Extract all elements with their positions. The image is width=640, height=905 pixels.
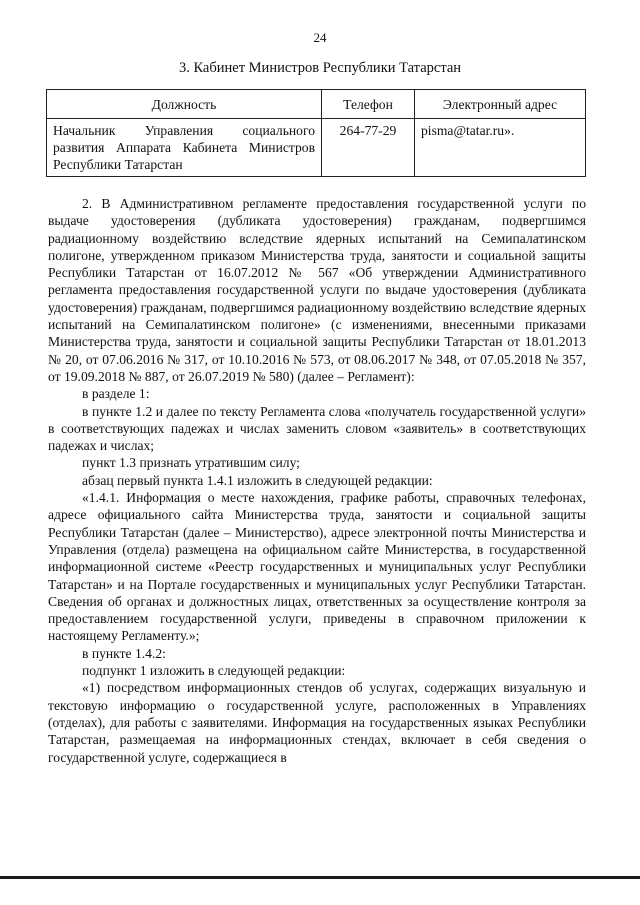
paragraph: «1) посредством информационных стендов об услугах, содержащих визуальную и текстовую информацию о государственной услуге, расположенных в Управлениях (отделах), для работы с заявителями. Информация на государственных языках Республики Татарстан, размещаемая на информационных стендах, включает в себя сведения о государственной услуге, содержащиеся в (48, 680, 586, 765)
table-header-row (47, 90, 586, 119)
paragraph: абзац первый пункта 1.4.1 изложить в следующей редакции: (82, 472, 433, 488)
body-text (48, 195, 586, 766)
contacts-table (46, 89, 586, 177)
paragraph: «1.4.1. Информация о месте нахождения, графике работы, справочных телефонах, адресе официального сайта Министерства труда, занятости и социальной защиты Республики Татарстан (далее – Министерство), адресе электронной почты Министерства и Управления (отдела) размещена на официальном сайте Министерства, в государственной информационной системе «Реестр государственных и муниципальных услуг Республики Татарстан» и на Портале государственных и муниципальных услуг Республики Татарстан. Сведения об органах и должностных лицах, ответственных за осуществление контроля за предоставлением государственной услуги, приведены в справочном приложении к настоящему Регламенту.»; (48, 490, 586, 644)
header-position: Должность (47, 90, 322, 119)
page-number: 24 (313, 30, 327, 45)
paragraph: в пункте 1.2 и далее по тексту Регламента слова «получатель государственной услуги» в соответствующих падежах и числах заменить словом «заявитель» в соответствующих падежах и числах; (48, 403, 586, 454)
section-title: 3. Кабинет Министров Республики Татарстан (178, 60, 462, 76)
scan-edge-line (0, 876, 640, 879)
header-email: Электронный адрес (415, 90, 586, 119)
paragraph: 2. В Административном регламенте предоставления государственной услуги по выдаче удостоверения (дубликата удостоверения) гражданам, подвергшимся радиационному воздействию вследствие ядерных испытаний на Семипалатинском полигоне, утвержденном приказом Министерства труда, занятости и социальной защиты Республики Татарстан от 16.07.2012 № 567 «Об утверждении Административного регламента предоставления государственной услуги по выдаче удостоверения (дубликата удостоверения) гражданам, подвергшимся радиационному воздействию вследствие ядерных испытаний на Семипалатинском полигоне» (с изменениями, внесенными приказами Министерства труда, занятости и социальной защиты Республики Татарстан от 18.01.2013 № 20, от 07.06.2016 № 317, от 10.10.2016 № 573, от 08.06.2017 № 348, от 07.05.2018 № 357, от 19.09.2018 № 887, от 26.07.2019 № 580) (далее – Регламент): (48, 196, 586, 384)
header-phone: Телефон (322, 90, 415, 119)
cell-email: pisma@tatar.ru». (415, 119, 586, 177)
cell-position: Начальник Управления социального развития Аппарата Кабинета Министров Республики Татарстан (47, 119, 322, 177)
paragraph: пункт 1.3 признать утратившим силу; (82, 455, 300, 471)
paragraph: в пункте 1.4.2: (82, 645, 166, 661)
paragraph: подпункт 1 изложить в следующей редакции: (82, 663, 346, 679)
paragraph: в разделе 1: (82, 386, 150, 402)
table-row (47, 119, 586, 177)
cell-phone: 264-77-29 (322, 119, 415, 177)
